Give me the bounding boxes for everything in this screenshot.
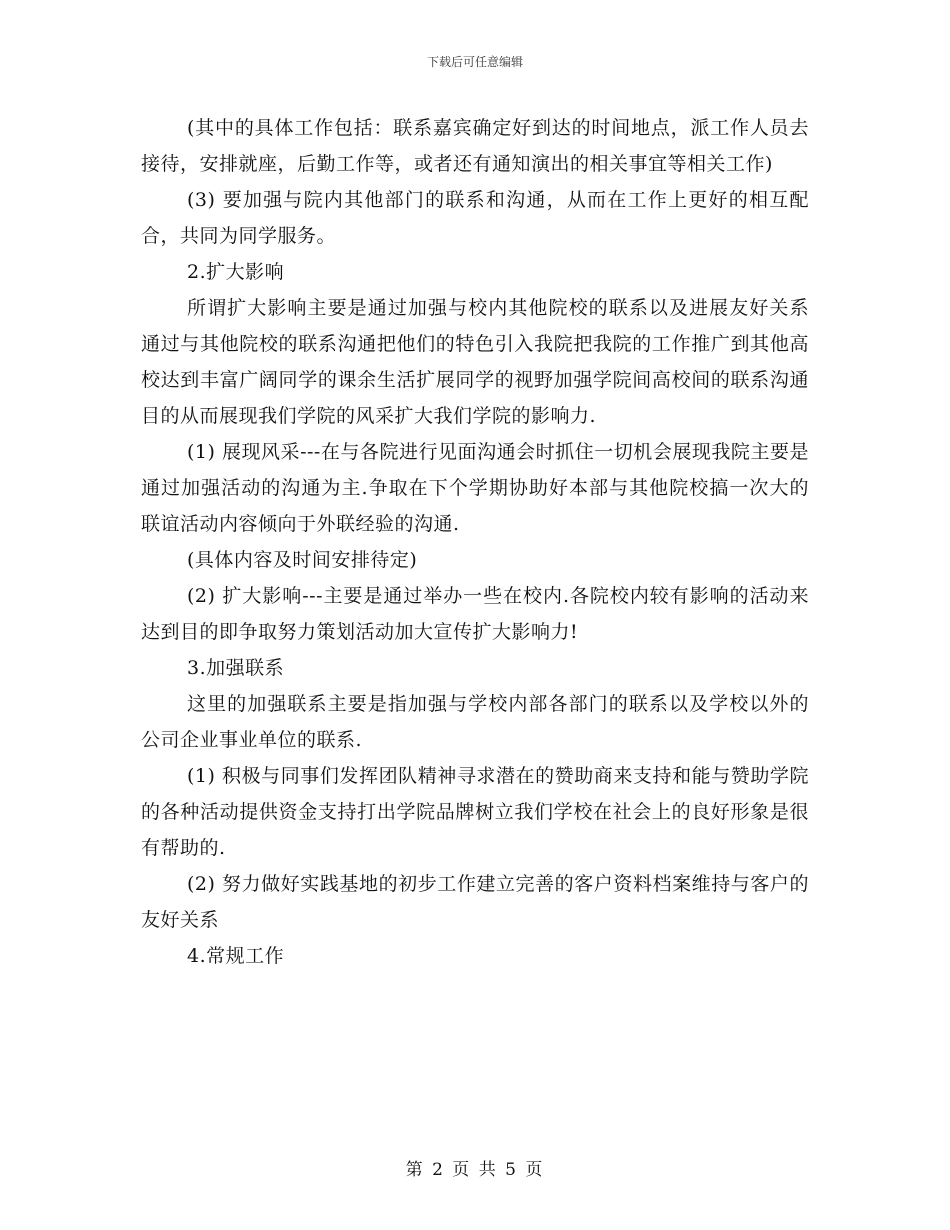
paragraph-strengthen-contact-intro: 这里的加强联系主要是指加强与学校内部各部门的联系以及学校以外的公司企业事业单位的联系. bbox=[141, 693, 809, 751]
heading-expand-influence: 2.扩大影响 bbox=[187, 261, 285, 283]
paragraph-show-style: (1) 展现风采---在与各院进行见面沟通会时抓住一切机会展现我院主要是通过加强活动的沟通为主.争取在下个学期协助好本部与其他院校搞一次大的联谊活动内容倾向于外联经验的沟通. bbox=[141, 441, 809, 535]
heading-strengthen-contact: 3.加强联系 bbox=[187, 657, 285, 679]
heading-routine-work: 4.常规工作 bbox=[187, 945, 285, 967]
paragraph-practice-base: (2) 努力做好实践基地的初步工作建立完善的客户资料档案维持与客户的友好关系 bbox=[141, 873, 809, 931]
paragraph-tbd: (具体内容及时间安排待定) bbox=[187, 549, 418, 571]
paragraph-expand-influence-intro: 所谓扩大影响主要是通过加强与校内其他院校的联系以及进展友好关系通过与其他院校的联系沟通把他们的特色引入我院把我院的工作推广到其他高校达到丰富广阔同学的课余生活扩展同学的视野加强学院间高校间的联系沟通目的从而展现我们学院的风采扩大我们学院的影响力. bbox=[141, 297, 809, 427]
paragraph-sponsors: (1) 积极与同事们发挥团队精神寻求潜在的赞助商来支持和能与赞助学院的各种活动提供资金支持打出学院品牌树立我们学校在社会上的良好形象是很有帮助的. bbox=[141, 765, 809, 859]
page-number: 第 2 页 共 5 页 bbox=[405, 1160, 545, 1180]
page-header-note: 下载后可任意编辑 bbox=[426, 55, 523, 69]
paragraph-strengthen-departments: (3) 要加强与院内其他部门的联系和沟通，从而在工作上更好的相互配合，共同为同学服务。 bbox=[141, 189, 809, 247]
document-body bbox=[141, 110, 809, 974]
paragraph-specific-work: (其中的具体工作包括：联系嘉宾确定好到达的时间地点，派工作人员去接待，安排就座，后勤工作等，或者还有通知演出的相关事宜等相关工作) bbox=[141, 117, 809, 175]
paragraph-expand-influence-events: (2) 扩大影响---主要是通过举办一些在校内.各院校内较有影响的活动来达到目的即争取努力策划活动加大宣传扩大影响力! bbox=[141, 585, 809, 643]
